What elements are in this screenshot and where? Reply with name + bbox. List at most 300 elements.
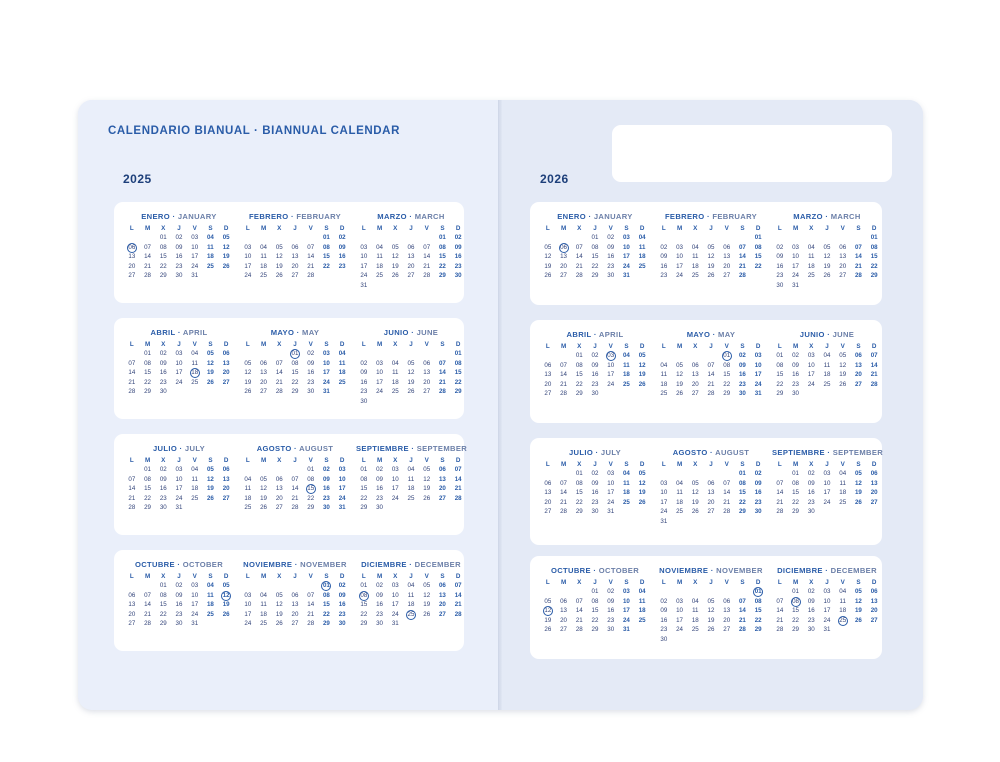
weekday-header: D — [223, 225, 229, 232]
day-cell: 27 — [222, 378, 230, 386]
weekday-header: V — [192, 457, 197, 464]
month-name-es: OCTUBRE — [550, 566, 591, 575]
day-cell: 28 — [870, 380, 878, 388]
day-grid — [540, 470, 650, 516]
day-cell: 29 — [159, 620, 167, 627]
day-cell: 21 — [454, 485, 462, 492]
month-block — [240, 212, 350, 280]
day-cell: 28 — [560, 390, 567, 397]
day-cell: 24 — [676, 626, 683, 633]
day-cell: 25 — [338, 378, 346, 386]
day-cell: 28 — [738, 272, 746, 279]
day-cell: 24 — [622, 616, 630, 624]
day-cell: 02 — [792, 352, 799, 359]
day-cell: 26 — [707, 626, 715, 633]
day-cell: 27 — [291, 272, 299, 279]
day-cell: 08 — [754, 243, 762, 251]
day-cell: 15 — [591, 607, 599, 614]
day-cell: 05 — [260, 475, 267, 483]
day-cell-empty — [556, 234, 572, 242]
day-cell-empty — [851, 234, 867, 242]
day-cell: 27 — [128, 272, 136, 279]
day-cell: 18 — [191, 485, 199, 492]
day-cell-empty — [287, 466, 303, 474]
day-cell: 03 — [175, 350, 183, 357]
day-cell: 10 — [607, 361, 615, 369]
month-name-en: MARCH — [414, 212, 445, 221]
month-name-es: AGOSTO — [256, 444, 292, 453]
day-cell: 29 — [723, 390, 731, 397]
day-cell: 13 — [128, 601, 136, 608]
day-cell: 03 — [660, 479, 668, 487]
day-grid — [772, 352, 882, 398]
day-cell-marked: 01 — [719, 352, 735, 360]
day-cell: 03 — [823, 588, 831, 595]
day-cell: 16 — [607, 253, 615, 260]
day-cell: 31 — [322, 388, 330, 395]
day-cell-empty — [140, 234, 156, 242]
month-name: ENERO · JANUARY — [141, 212, 217, 221]
day-cell: 27 — [544, 508, 552, 515]
weekday-header: D — [223, 457, 229, 464]
month-block — [540, 212, 650, 280]
month-name-en: MAY — [302, 328, 320, 337]
day-cell: 18 — [407, 601, 415, 608]
weekday-header-row — [656, 225, 766, 232]
day-grid — [656, 588, 766, 644]
day-cell: 15 — [322, 601, 330, 608]
day-cell: 09 — [607, 243, 615, 251]
day-cell: 15 — [144, 485, 151, 492]
weekday-header: X — [809, 579, 814, 586]
day-cell: 05 — [676, 361, 683, 369]
weekday-header: D — [871, 579, 877, 586]
day-grid — [124, 234, 234, 280]
day-cell: 05 — [544, 597, 552, 605]
month-name: OCTUBRE · OCTOBER — [134, 560, 224, 569]
day-cell: 25 — [622, 498, 630, 506]
day-cell: 09 — [360, 369, 368, 376]
weekday-header: D — [339, 457, 345, 464]
day-cell: 11 — [260, 601, 267, 608]
weekday-header: M — [144, 225, 151, 232]
day-cell: 02 — [175, 234, 183, 241]
day-cell-marked: 06 — [124, 244, 140, 252]
day-cell: 30 — [338, 620, 346, 627]
day-cell: 22 — [754, 616, 762, 624]
weekday-header: S — [324, 225, 329, 232]
day-cell: 14 — [575, 607, 583, 614]
day-cell: 05 — [206, 466, 214, 473]
weekday-header: J — [177, 457, 181, 464]
day-cell: 10 — [338, 475, 346, 483]
day-cell: 23 — [159, 378, 167, 386]
day-cell: 15 — [322, 253, 330, 260]
weekday-header: D — [871, 225, 877, 232]
day-cell: 01 — [159, 234, 167, 241]
day-cell: 23 — [338, 262, 346, 270]
day-cell: 25 — [823, 380, 831, 388]
day-cell: 02 — [338, 234, 346, 241]
day-cell: 13 — [438, 475, 446, 483]
weekday-header: V — [424, 341, 429, 348]
day-cell: 08 — [870, 243, 878, 251]
day-cell: 31 — [191, 272, 199, 279]
day-cell: 18 — [622, 371, 630, 378]
day-cell: 15 — [360, 601, 368, 608]
day-grid — [540, 588, 650, 634]
day-cell-marked: 01 — [319, 582, 335, 590]
day-cell: 07 — [307, 243, 315, 251]
day-cell: 19 — [206, 369, 214, 376]
month-name-es: JULIO — [152, 444, 178, 453]
day-cell: 07 — [128, 359, 136, 367]
weekday-header: L — [129, 457, 134, 464]
day-cell: 13 — [854, 361, 862, 369]
month-name-es: FEBRERO — [664, 212, 705, 221]
day-cell: 18 — [839, 489, 847, 496]
weekday-header-row — [356, 457, 466, 464]
day-cell: 29 — [360, 620, 368, 627]
day-cell: 17 — [622, 607, 630, 614]
day-cell: 17 — [338, 485, 346, 492]
day-cell: 26 — [544, 272, 552, 279]
weekday-header: D — [639, 343, 645, 350]
day-cell: 15 — [159, 601, 167, 608]
weekday-header: J — [825, 343, 829, 350]
day-cell-empty — [435, 350, 451, 358]
weekday-header: L — [545, 461, 550, 468]
day-cell-empty — [124, 350, 140, 358]
day-cell: 14 — [438, 369, 446, 376]
day-cell: 21 — [738, 262, 746, 270]
day-cell: 01 — [870, 234, 878, 241]
day-cell-empty — [656, 234, 672, 242]
weekday-header: S — [208, 457, 213, 464]
day-cell: 25 — [376, 272, 383, 279]
day-cell: 15 — [723, 371, 731, 378]
day-cell: 10 — [676, 253, 683, 260]
weekday-header: D — [223, 573, 229, 580]
day-cell: 22 — [322, 610, 330, 618]
day-cell: 03 — [244, 243, 252, 251]
day-cell: 28 — [128, 504, 136, 511]
day-cell-marked: 12 — [540, 607, 556, 615]
day-cell: 24 — [322, 378, 330, 386]
day-cell: 02 — [807, 470, 815, 477]
day-cell-empty — [387, 234, 403, 242]
day-cell: 26 — [423, 494, 431, 502]
month-name-es: OCTUBRE — [134, 560, 175, 569]
day-cell: 23 — [591, 380, 599, 388]
month-name: SEPTIEMBRE · SEPTEMBER — [772, 448, 884, 457]
day-cell: 10 — [191, 591, 199, 599]
day-cell-empty — [256, 466, 272, 474]
weekday-header: D — [455, 225, 461, 232]
day-cell: 23 — [360, 388, 368, 395]
day-cell: 24 — [807, 380, 815, 388]
day-cell: 22 — [792, 498, 799, 506]
day-cell: 13 — [222, 359, 230, 367]
day-cell: 02 — [322, 466, 330, 473]
day-cell: 17 — [676, 262, 683, 270]
day-cell: 09 — [591, 361, 599, 369]
day-cell: 18 — [676, 498, 683, 506]
weekday-header-row — [124, 225, 234, 232]
day-cell: 06 — [870, 588, 878, 595]
day-cell: 26 — [638, 498, 646, 506]
day-cell: 04 — [244, 475, 252, 483]
month-name: DICIEMBRE · DECEMBER — [777, 566, 877, 575]
day-cell: 01 — [322, 234, 330, 241]
day-cell: 18 — [407, 485, 415, 492]
day-cell: 30 — [591, 508, 599, 515]
day-cell: 13 — [544, 371, 552, 378]
month-name-es: NOVIEMBRE — [659, 566, 709, 575]
day-cell-empty — [540, 352, 556, 360]
day-cell: 31 — [338, 504, 346, 511]
day-cell: 11 — [392, 369, 399, 376]
day-cell: 21 — [776, 498, 784, 506]
day-cell-empty — [687, 588, 703, 596]
day-cell-empty — [403, 350, 419, 358]
day-cell: 27 — [707, 508, 715, 515]
day-cell: 07 — [870, 352, 878, 359]
weekday-header: D — [339, 573, 345, 580]
month-name-en: FEBRUARY — [712, 212, 758, 221]
day-cell-empty — [672, 588, 688, 596]
weekday-header: M — [560, 225, 567, 232]
day-cell: 16 — [607, 607, 615, 614]
day-cell: 07 — [575, 597, 583, 605]
note-box[interactable] — [612, 125, 892, 182]
day-cell: 08 — [291, 359, 299, 367]
day-cell: 10 — [823, 479, 831, 487]
weekday-header: J — [593, 461, 597, 468]
day-cell: 25 — [660, 390, 668, 397]
day-cell: 24 — [244, 620, 252, 627]
day-cell: 09 — [591, 479, 599, 487]
day-grid — [356, 234, 466, 290]
day-cell-empty — [540, 588, 556, 596]
weekday-header: M — [792, 461, 799, 468]
day-cell: 03 — [391, 466, 399, 473]
weekday-header: X — [577, 343, 582, 350]
day-cell: 26 — [676, 390, 683, 397]
day-cell: 15 — [454, 369, 462, 376]
day-cell: 21 — [423, 262, 431, 270]
day-cell: 18 — [839, 607, 847, 614]
day-cell: 12 — [206, 359, 214, 367]
day-cell: 18 — [691, 616, 699, 624]
weekday-header: S — [440, 225, 445, 232]
day-cell: 30 — [376, 620, 383, 627]
spread-gutter — [498, 100, 502, 710]
day-cell: 21 — [707, 380, 715, 388]
day-cell: 03 — [792, 243, 799, 251]
day-cell-empty — [271, 582, 287, 590]
day-cell: 06 — [275, 475, 283, 483]
day-grid — [772, 234, 882, 290]
day-cell: 20 — [544, 380, 552, 388]
day-grid — [772, 588, 882, 634]
day-cell: 13 — [870, 479, 878, 487]
weekday-header: D — [639, 579, 645, 586]
weekday-header: V — [840, 225, 845, 232]
day-cell: 23 — [376, 610, 383, 618]
weekday-header: V — [724, 225, 729, 232]
day-cell: 23 — [454, 262, 462, 270]
weekday-header: X — [161, 225, 166, 232]
weekday-header-row — [540, 225, 650, 232]
day-cell: 02 — [376, 582, 383, 589]
weekday-header: L — [545, 579, 550, 586]
day-cell: 20 — [691, 380, 699, 388]
day-cell: 26 — [222, 610, 230, 618]
weekday-header: J — [409, 457, 413, 464]
weekday-header: X — [809, 343, 814, 350]
day-cell-empty — [303, 234, 319, 242]
day-cell: 17 — [244, 610, 252, 618]
day-cell: 27 — [438, 494, 446, 502]
day-cell-empty — [687, 234, 703, 242]
day-cell: 04 — [622, 352, 630, 359]
month-name-es: ENERO — [557, 212, 587, 221]
day-cell: 07 — [560, 479, 567, 487]
day-cell: 05 — [854, 470, 862, 477]
weekday-header: S — [856, 343, 861, 350]
day-cell: 03 — [807, 352, 815, 359]
day-cell: 03 — [391, 582, 399, 589]
day-cell: 27 — [870, 616, 878, 624]
planner-page-left — [78, 100, 500, 710]
weekday-header: J — [293, 341, 297, 348]
day-cell: 12 — [544, 253, 552, 260]
day-cell: 17 — [792, 262, 799, 270]
day-cell: 19 — [260, 494, 267, 502]
weekday-header: X — [577, 225, 582, 232]
day-cell: 28 — [575, 272, 583, 279]
day-cell: 22 — [159, 610, 167, 618]
day-cell: 25 — [638, 616, 646, 624]
day-cell: 07 — [575, 243, 583, 251]
weekday-header: J — [709, 225, 713, 232]
day-cell: 12 — [707, 253, 715, 260]
day-cell: 16 — [338, 253, 346, 260]
day-cell: 14 — [560, 489, 567, 496]
day-cell: 04 — [206, 234, 214, 241]
day-cell: 28 — [291, 504, 299, 511]
day-cell: 06 — [222, 466, 230, 473]
weekday-header: X — [161, 457, 166, 464]
day-cell-empty — [719, 588, 735, 596]
day-cell: 19 — [638, 371, 646, 378]
day-cell: 22 — [870, 262, 878, 270]
weekday-header: D — [339, 341, 345, 348]
day-cell: 16 — [738, 371, 746, 378]
weekday-header: S — [856, 579, 861, 586]
weekday-header: M — [260, 457, 267, 464]
day-cell: 16 — [660, 616, 668, 624]
day-grid — [240, 350, 350, 396]
day-cell: 13 — [438, 591, 446, 599]
weekday-header: V — [424, 457, 429, 464]
weekday-header: L — [777, 343, 782, 350]
day-cell: 07 — [723, 479, 731, 487]
day-cell: 04 — [191, 466, 199, 473]
weekday-header: V — [608, 461, 613, 468]
day-cell: 24 — [338, 494, 346, 502]
day-cell: 11 — [823, 361, 831, 369]
day-cell: 19 — [275, 262, 283, 270]
day-cell: 02 — [591, 470, 599, 477]
day-cell-empty — [372, 234, 388, 242]
day-cell-marked: 08 — [788, 598, 804, 606]
month-name-es: NOVIEMBRE — [243, 560, 293, 569]
day-cell: 17 — [191, 253, 199, 260]
day-cell: 11 — [692, 607, 699, 614]
day-cell: 16 — [660, 262, 668, 270]
day-cell: 07 — [454, 582, 462, 589]
day-cell: 28 — [707, 390, 715, 397]
day-cell: 04 — [638, 588, 646, 595]
month-name: DICIEMBRE · DECEMBER — [361, 560, 461, 569]
weekday-header: S — [208, 573, 213, 580]
month-name-es: MARZO — [793, 212, 823, 221]
day-cell: 19 — [707, 262, 715, 270]
weekday-header: J — [825, 579, 829, 586]
day-cell-empty — [687, 352, 703, 360]
day-cell: 05 — [275, 591, 283, 599]
day-cell: 28 — [723, 508, 731, 515]
day-cell: 13 — [560, 253, 567, 260]
day-cell: 23 — [607, 262, 615, 270]
day-cell: 13 — [291, 601, 299, 608]
day-cell: 08 — [144, 359, 151, 367]
planner-spread — [78, 100, 923, 710]
weekday-header: D — [755, 461, 761, 468]
month-name-es: SEPTIEMBRE — [356, 444, 409, 453]
day-cell: 29 — [159, 272, 167, 279]
day-cell: 20 — [128, 610, 136, 618]
day-cell-empty — [540, 470, 556, 478]
month-name: MAYO · MAY — [270, 328, 320, 337]
weekday-header: J — [293, 573, 297, 580]
month-name-es: AGOSTO — [672, 448, 708, 457]
month-name-en: OCTOBER — [598, 566, 640, 575]
day-cell: 02 — [607, 234, 615, 241]
day-cell: 27 — [222, 494, 230, 502]
day-cell-marked: 01 — [287, 350, 303, 358]
day-grid — [240, 466, 350, 512]
day-cell: 29 — [792, 508, 799, 515]
day-cell: 12 — [676, 371, 683, 378]
weekday-header: V — [608, 343, 613, 350]
day-cell: 23 — [175, 262, 183, 270]
day-cell: 16 — [307, 369, 315, 376]
weekday-header: D — [755, 579, 761, 586]
day-cell: 06 — [870, 470, 878, 477]
page-title: CALENDARIO BIANUAL · BIANNUAL CALENDAR — [108, 125, 400, 137]
day-cell: 29 — [792, 626, 799, 633]
day-cell: 17 — [175, 485, 183, 492]
day-cell: 05 — [544, 243, 552, 251]
day-cell: 25 — [638, 262, 646, 270]
day-cell-marked: 15 — [303, 485, 319, 493]
day-cell: 31 — [191, 620, 199, 627]
day-cell: 10 — [244, 253, 252, 260]
day-cell: 28 — [560, 508, 567, 515]
